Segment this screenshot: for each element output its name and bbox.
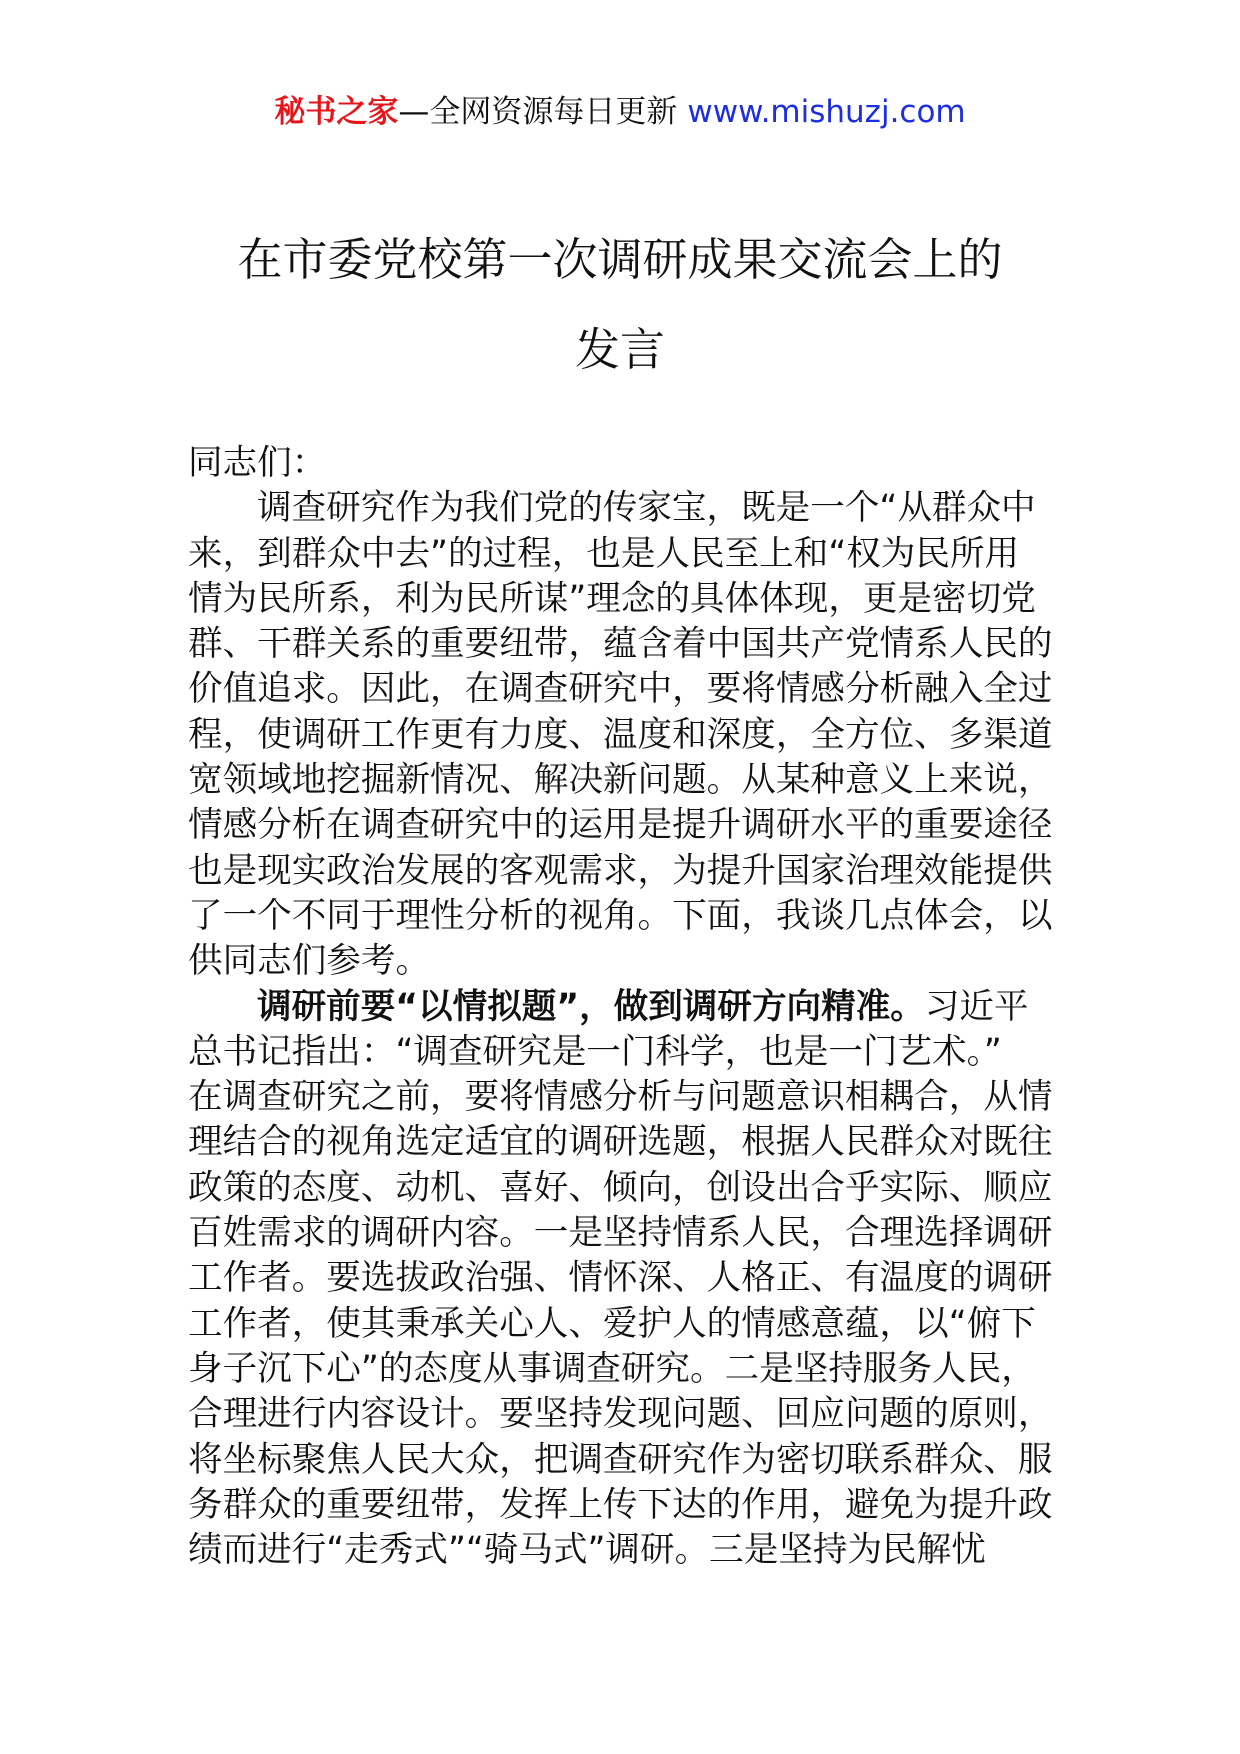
paragraph-line: 理结合的视角选定适宜的调研选题，根据人民群众对既往 [188, 1122, 1053, 1163]
section-heading-line [188, 985, 1058, 1030]
salutation: 同志们： [188, 443, 327, 483]
paragraph-line: 务群众的重要纽带，发挥上传下达的作用，避免为提升政 [188, 1484, 1053, 1525]
paragraph-line: 供同志们参考。 [188, 941, 431, 982]
header-dash: — [398, 94, 430, 130]
paragraph-line: 调查研究作为我们党的传家宝，既是一个“从群众中 [257, 488, 1036, 529]
brand-name: 秘书之家 [274, 94, 399, 130]
document-title-line-1: 在市委党校第一次调研成果交流会上的 [237, 233, 1003, 286]
paragraph-line: 工作者。要选拔政治强、情怀深、人格正、有温度的调研 [188, 1258, 1053, 1299]
site-url-link[interactable]: www.mishuzj.com [687, 94, 966, 130]
paragraph-line: 价值追求。因此，在调查研究中，要将情感分析融入全过 [188, 669, 1053, 710]
paragraph-line: 身子沉下心”的态度从事调查研究。二是坚持服务人民， [188, 1348, 1036, 1389]
document-title-line-2: 发言 [574, 323, 665, 376]
watermark-header [0, 90, 1240, 134]
paragraph-line: 群、干群关系的重要纽带，蕴含着中国共产党情系人民的 [188, 624, 1053, 665]
section-heading: 调研前要“以情拟题”，做到调研方向精准。 [257, 986, 925, 1027]
paragraph-line: 合理进行内容设计。要坚持发现问题、回应问题的原则， [188, 1394, 1053, 1435]
paragraph-line: 百姓需求的调研内容。一是坚持情系人民，合理选择调研 [188, 1213, 1053, 1254]
paragraph-line: 也是现实政治发展的客观需求，为提升国家治理效能提供 [188, 850, 1053, 891]
paragraph-line: 情为民所系，利为民所谋”理念的具体体现，更是密切党 [188, 578, 1036, 619]
header-slogan: 全网资源每日更新 [429, 94, 678, 130]
section-heading-rest: 习近平 [924, 986, 1029, 1027]
paragraph-line: 情感分析在调查研究中的运用是提升调研水平的重要途径 [188, 805, 1053, 846]
paragraph-line: 绩而进行“走秀式”“骑马式”调研。三是坚持为民解忧 [188, 1530, 986, 1571]
paragraph-line: 了一个不同于理性分析的视角。下面，我谈几点体会，以 [188, 895, 1053, 936]
paragraph-line: 宽领域地挖掘新情况、解决新问题。从某种意义上来说， [188, 760, 1053, 801]
paragraph-line: 将坐标聚焦人民大众，把调查研究作为密切联系群众、服 [188, 1439, 1053, 1480]
paragraph-line: 在调查研究之前，要将情感分析与问题意识相耦合，从情 [188, 1077, 1053, 1118]
paragraph-line: 工作者，使其秉承关心人、爱护人的情感意蕴，以“俯下 [188, 1303, 1036, 1344]
paragraph-line: 总书记指出：“调查研究是一门科学，也是一门艺术。” [188, 1031, 1002, 1072]
document-body [188, 441, 1058, 1573]
paragraph-line: 政策的态度、动机、喜好、倾向，创设出合乎实际、顺应 [188, 1167, 1053, 1208]
paragraph-line: 来，到群众中去”的过程，也是人民至上和“权为民所用 [188, 533, 1020, 574]
paragraph-line: 程，使调研工作更有力度、温度和深度，全方位、多渠道 [188, 714, 1053, 755]
